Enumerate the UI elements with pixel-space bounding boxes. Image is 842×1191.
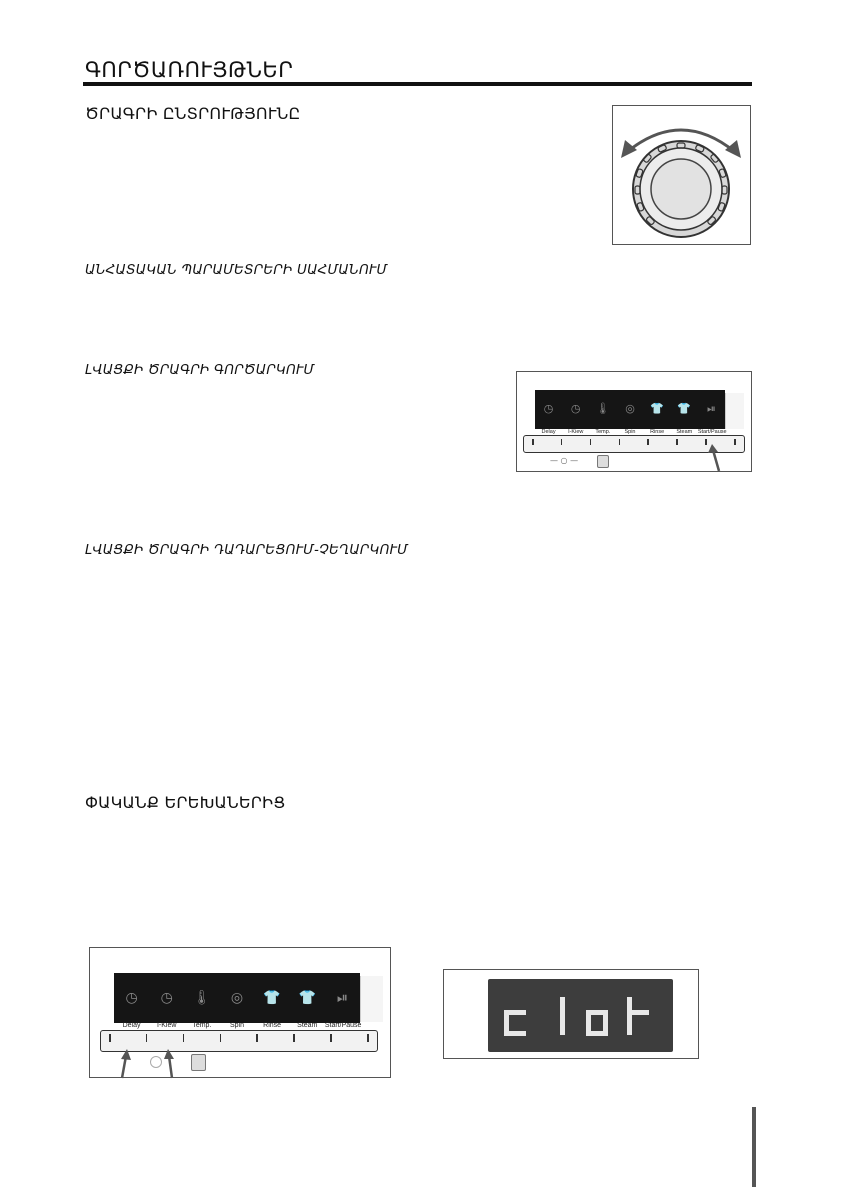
button-label-steam: Steam — [676, 429, 693, 435]
steam-shirt-icon: 👕 — [677, 402, 692, 415]
section-heading-individual-params: ԱՆՀԱՏԱԿԱՆ ՊԱՐԱՄԵՏՐԵՐԻ ՍԱՀՄԱՆՈՒՄ — [85, 262, 388, 278]
thermometer-icon: 🌡 — [192, 990, 211, 1006]
button-label-spin: Spin — [624, 429, 636, 435]
button-strip-tick — [734, 439, 736, 445]
rinse-shirt-icon: 👕 — [650, 402, 664, 415]
button-strip-tick — [619, 439, 621, 445]
button-label-i-kiew: I-Kiew — [156, 1022, 177, 1029]
button-strip-tick — [590, 439, 592, 445]
button-label-delay: Delay — [122, 1022, 141, 1029]
button-label-start-pause: Start/Pause — [697, 429, 727, 435]
button-label-rinse: Rinse — [263, 1022, 282, 1029]
delay-icon: ◷ — [125, 990, 138, 1006]
button-strip-tick — [220, 1034, 222, 1042]
header-rule — [83, 82, 752, 86]
section-heading-program-selection: ԾՐԱԳՐԻ ԸՆՏՐՈՒԹՅՈՒՆԸ — [85, 104, 301, 123]
button-strip-tick — [647, 439, 649, 445]
program-knob-figure — [612, 105, 751, 245]
button-strip-tick — [330, 1034, 332, 1042]
button-label-start-pause: Start/Pause — [324, 1022, 362, 1029]
button-strip-tick — [367, 1034, 369, 1042]
digital-display — [488, 979, 673, 1052]
delay-icon: ◷ — [543, 402, 554, 415]
program-knob-icon — [613, 106, 749, 243]
control-panel-figure-child-lock — [89, 947, 391, 1078]
steam-shirt-icon: 👕 — [298, 990, 316, 1006]
page-edge-marker — [752, 1107, 756, 1187]
spin-icon: ◎ — [625, 402, 635, 415]
lock-icon — [597, 455, 609, 468]
button-strip-tick — [561, 439, 563, 445]
button-label-rinse: Rinse — [650, 429, 665, 435]
button-label-delay: Delay — [541, 429, 556, 435]
clock-icon: ◷ — [570, 402, 581, 415]
arrows-icon — [115, 1048, 195, 1079]
clock-icon: ◷ — [160, 990, 173, 1006]
play-pause-icon: ⏯ — [336, 990, 349, 1006]
button-strip-tick — [109, 1034, 111, 1042]
button-strip-tick — [676, 439, 678, 445]
section-heading-child-lock: ՓԱԿԱՆՔ ԵՐԵԽԱՆԵՐԻՑ — [85, 793, 286, 812]
section-heading-program-pause: ԼՎԱՑՔԻ ԾՐԱԳՐԻ ԴԱԴԱՐԵՑՈՒՄ-ՉԵՂԱՐԿՈՒՄ — [85, 542, 409, 558]
display-figure — [443, 969, 699, 1059]
button-strip-tick — [532, 439, 534, 445]
button-label-temp-: Temp. — [192, 1022, 212, 1029]
control-panel-figure-start — [516, 371, 752, 472]
spin-icon: ◎ — [230, 990, 244, 1006]
button-label-temp-: Temp. — [595, 429, 611, 435]
rinse-shirt-icon: 👕 — [263, 990, 281, 1006]
section-heading-program-start: ԼՎԱՑՔԻ ԾՐԱԳՐԻ ԳՈՐԾԱՐԿՈՒՄ — [85, 362, 315, 378]
indicator-marks: — ○ — — [550, 456, 579, 465]
button-label-i-kiew: I-Kiew — [568, 429, 584, 435]
button-strip-tick — [146, 1034, 148, 1042]
button-label-spin: Spin — [229, 1022, 244, 1029]
thermometer-icon: 🌡 — [595, 402, 610, 415]
arrow-icon — [705, 444, 725, 472]
button-label-steam: Steam — [297, 1022, 318, 1029]
page-title: ԳՈՐԾԱՌՈՒՅԹՆԵՐ — [85, 58, 294, 82]
button-strip-tick — [183, 1034, 185, 1042]
button-strip-tick — [256, 1034, 258, 1042]
play-pause-icon: ⏯ — [707, 402, 716, 415]
button-strip-tick — [293, 1034, 295, 1042]
